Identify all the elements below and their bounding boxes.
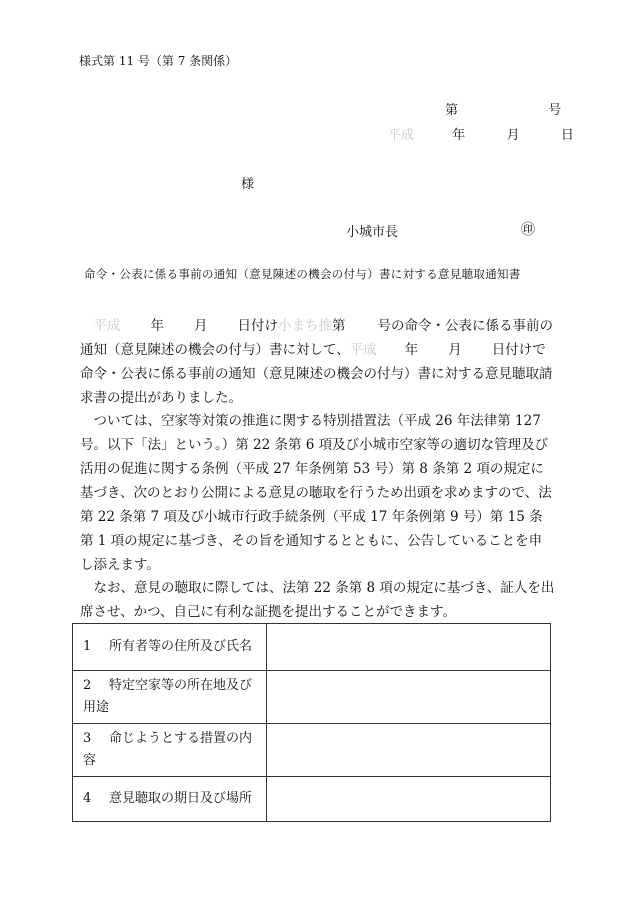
date-month: 月 xyxy=(506,128,520,143)
seal-mark: ㊞ xyxy=(521,222,535,238)
table-row xyxy=(73,777,551,822)
table-row xyxy=(73,624,551,671)
p1-day2: 日 xyxy=(491,342,506,358)
date-year: 年 xyxy=(452,128,466,143)
table-row xyxy=(73,724,551,777)
issue-date-line xyxy=(388,124,574,143)
number-prefix: 第 xyxy=(445,103,459,118)
paragraph-1 xyxy=(80,314,555,410)
document-number-line xyxy=(445,99,561,118)
p1-text2: 付けで命令・公表に係る事前の通知（意見陳述の機会の付与）書に対する意見聴取請求書の提出がありました。 xyxy=(80,342,553,406)
p1-issuer-ghost: 小まち推 xyxy=(278,318,332,334)
table-value-cell xyxy=(267,624,551,671)
number-suffix: 号 xyxy=(548,103,562,118)
date-day: 日 xyxy=(560,128,574,143)
form-number-label: 様式第 11 号（第 7 条関係） xyxy=(79,54,238,68)
p1-era2: 平成 xyxy=(349,342,377,358)
date-era: 平成 xyxy=(388,128,415,143)
table-value-cell xyxy=(267,724,551,777)
table-label-cell: 1 所有者等の住所及び氏名 xyxy=(73,624,267,671)
paragraph-3: なお、意見の聴取に際しては、法第 22 条第 8 項の規定に基づき、証人を出席させ、かつ、自己に有利な証拠を提出することができます。 xyxy=(80,580,555,620)
document-title: 命令・公表に係る事前の通知（意見陳述の機会の付与）書に対する意見聴取通知書 xyxy=(84,267,521,281)
table-value-cell xyxy=(267,671,551,724)
p1-number-prefix: 第 xyxy=(332,318,346,334)
table-label-cell: 2 特定空家等の所在地及び用途 xyxy=(73,671,267,724)
sender-name: 小城市長 xyxy=(346,225,399,240)
p1-text1: 号の命令・公表に係る事前の通知（意見陳述の機会の付与）書に対して、 xyxy=(80,318,553,358)
p1-month2: 月 xyxy=(448,342,462,358)
p1-month: 月 xyxy=(194,318,208,334)
paragraph-2: ついては、空家等対策の推進に関する特別措置法（平成 26 年法律第 127 号。以下「法」という。）第 22 条第 6 項及び小城市空家等の適切な管理及び活用の促進に関する条例（平成 27 年条例第 53 号）第 8 条第 2 項の規定に基づき、次のとおり公開による意見の聴取を行うため出頭を求めますので、法第 22 条第 7 項及び小城市行政手続条例（平成 17 年条例第 9 号）第 15 条第 1 項の規定に基づき、その旨を通知するとともに、公告していることを申し添えます。 xyxy=(80,413,552,573)
table-label-cell: 4 意見聴取の期日及び場所 xyxy=(73,777,267,822)
p1-year2: 年 xyxy=(404,342,419,358)
p1-day: 日付け xyxy=(237,318,278,334)
table-label-cell: 3 命じようとする措置の内容 xyxy=(73,724,267,777)
p1-year: 年 xyxy=(150,318,164,334)
p1-era: 平成 xyxy=(93,318,121,334)
hearing-info-table xyxy=(72,623,551,822)
addressee-honorific: 様 xyxy=(241,177,255,192)
table-row xyxy=(73,671,551,724)
table-value-cell xyxy=(267,777,551,822)
